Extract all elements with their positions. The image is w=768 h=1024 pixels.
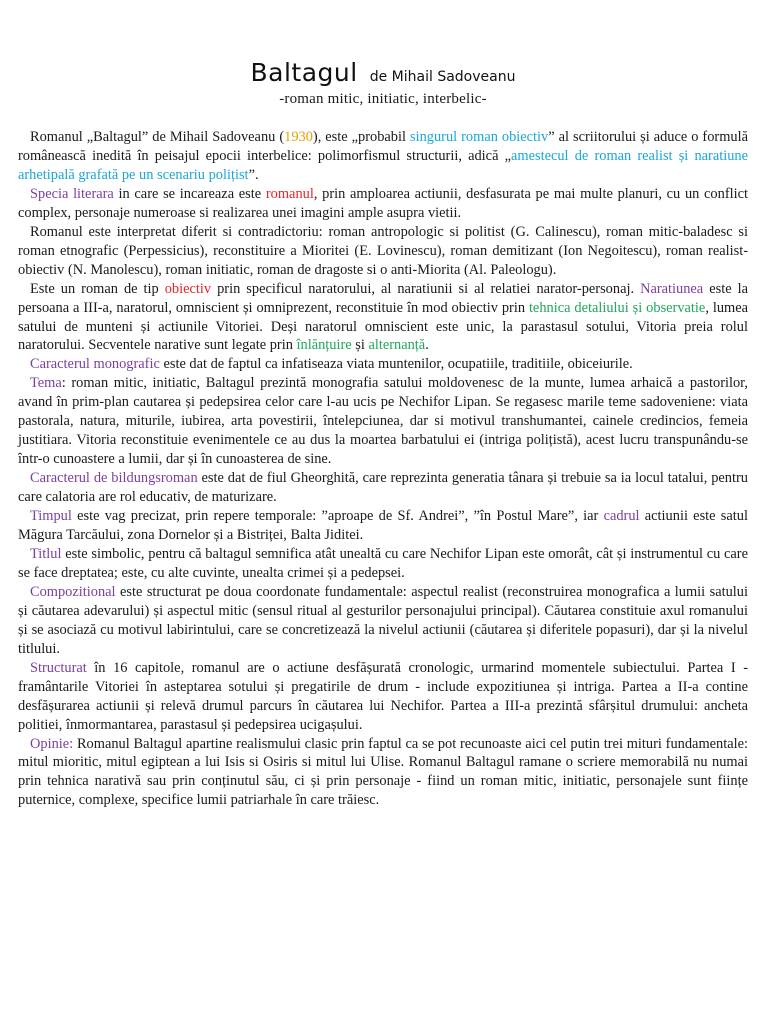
- highlighted-term: cadrul: [603, 508, 640, 525]
- text-run: Este un roman de tip: [30, 280, 165, 297]
- highlighted-term: Specia literara: [30, 185, 114, 202]
- text-run: în 16 capitole, romanul are o actiune desfășurată cronologic, urmarind momentele subiectului. Partea I - framântarile Vitoriei în asteptarea sotului și pregatirile de drum - include expozitiunea și intriga. Partea a II-a contine desfășurarea actiunii și relevă drumul parcurs în căutarea lui Nechifor. Partea a III-a prezintă sfârșitul drumului: ancheta politiei, înmormantarea, parastasul și pedepsirea ucigașului.: [18, 659, 748, 733]
- highlighted-term: Timpul: [30, 508, 72, 525]
- text-run: este structurat pe doua coordonate fundamentale: aspectul realist (reconstruirea monografica a lumii satului și căutarea adevarului) și aspectul mitic (sensul ritual al gesturilor personajului principal). Căutarea constituie axul romanului și se asociază cu motivul labirintului, care se concretizează la nivelul actiunii (căutarea și diferitele popasuri), dar și la nivelul titlului.: [18, 583, 748, 657]
- document-author: de Mihail Sadoveanu: [369, 69, 516, 85]
- highlighted-term: amestecul de roman realist și naratiune arhetipală grafată pe un scenariu polițist: [18, 147, 748, 183]
- text-run: este vag precizat, prin repere temporale: ”aproape de Sf. Andrei”, ”în Postul Mare”, iar: [71, 508, 604, 525]
- paragraph: [18, 469, 748, 507]
- text-run: : roman mitic, initiatic, Baltagul prezintă monografia satului moldovenesc de la munte, lumea arhaică a pastorilor, avand în prim-plan cautarea și pedepsirea celor care l-au ucis pe Nechifor Lipan. Se regasesc marile teme sadoveniene: viata pastorala, natura, miturile, iubirea, arta povestirii, întelepciunea, dar si motivul transhumantei, cainele credincios, femeia justitiara. Vitoria reconstituie evenimentele ce au dus la moartea barbatului ei (intriga polițistă), acest lucru transpunându-se într-o cunoastere a lumii, dar și în cunoasterea de sine.: [18, 375, 748, 468]
- highlighted-term: Opinie:: [30, 735, 74, 752]
- highlighted-term: Compozitional: [30, 583, 116, 600]
- text-run: este dat de faptul ca infatiseaza viata muntenilor, ocupatiile, traditiile, obiceiurile.: [159, 356, 633, 373]
- text-run: ), este „probabil: [312, 129, 410, 145]
- paragraph: [18, 374, 748, 469]
- paragraph: [18, 735, 748, 811]
- paragraph: [18, 583, 748, 659]
- highlighted-term: alternanță: [368, 337, 426, 354]
- highlighted-term: romanul: [265, 185, 314, 202]
- highlighted-term: Tema: [30, 375, 62, 392]
- text-run: este simbolic, pentru că baltagul semnifica atât unealtă cu care Nechifor Lipan este omorât, cât și instrumentul cu care se face dreptatea; este, cu alte cuvinte, unealta crimei și a pedepsei.: [18, 545, 748, 581]
- paragraph: [18, 507, 748, 545]
- text-run: .: [425, 337, 429, 354]
- document-subtitle: -roman mitic, initiatic, interbelic-: [279, 91, 487, 107]
- paragraph: [18, 659, 748, 735]
- highlighted-term: Caracterul de bildungsroman: [30, 470, 198, 487]
- highlighted-term: Caracterul monografic: [30, 356, 160, 373]
- paragraph: [18, 223, 748, 280]
- text-run: ” al scriitorului și aduce o formulă românească inedită în peisajul epocii interbelice: polimorfismul structurii, adică „: [18, 129, 748, 164]
- paragraph: [18, 128, 748, 185]
- paragraph: [18, 185, 748, 223]
- text-run: este la persoana a III-a, naratorul, omniscient și omniprezent, reconstituie în mod obiectiv prin: [18, 280, 748, 316]
- text-run: , lumea satului de munteni și actiunile Vitoriei. Deși naratorul omniscient este unic, la parastasul sotului, Vitoria preia rolul naratorului. Secventele narative sunt legate prin: [18, 299, 749, 354]
- highlighted-term: singurul roman obiectiv: [409, 129, 549, 145]
- title-line: [18, 58, 748, 87]
- paragraph: [18, 545, 748, 583]
- text-run: in care se incareaza este: [113, 185, 266, 202]
- paragraph: [18, 280, 748, 356]
- document-body: [18, 128, 748, 810]
- text-run: actiunii este satul Măgura Tarcăului, zona Dornelor și a Bistriței, Balta Jiditei.: [18, 508, 748, 544]
- highlighted-term: Structurat: [30, 659, 87, 676]
- text-run: Romanul „Baltagul” de Mihail Sadoveanu (: [30, 129, 285, 145]
- highlighted-term: 1930: [284, 129, 313, 145]
- document-title: Baltagul: [250, 58, 358, 87]
- highlighted-term: Titlul: [30, 545, 62, 562]
- text-run: Romanul Baltagul apartine realismului clasic prin faptul ca se pot recunoaste aici cel putin trei mituri fundamentale: mitul mioritic, mitul egiptean a lui Isis si Osiris si mitul lui Ulise. Romanul Baltagul ramane o scriere memorabilă nu numai prin tehnica narativă sau prin conținutul său, ci și prin personaje - fiind un roman mitic, initiatic, personajele sunt ființe puternice, complexe, specifice lumii patriarhale în care trăiesc.: [18, 735, 748, 809]
- highlighted-term: înlănțuire: [296, 337, 352, 354]
- highlighted-term: Naratiunea: [640, 280, 704, 297]
- text-run: Romanul este interpretat diferit si contradictoriu: roman antropologic si politist (G. Calinescu), roman mitic-baladesc si roman etnografic (Perpessicius), reconstituire a Mioritei (E. Lovinescu), roman demitizant (Ion Negoitescu), roman realist-obiectiv (N. Manolescu), roman initiatic, roman de dragoste si o anti-Miorita (Al. Paleologu).: [18, 223, 748, 278]
- text-run: prin specificul naratorului, al naratiunii si al relatiei narator-personaj.: [211, 280, 641, 297]
- highlighted-term: tehnica detaliului și observatie: [528, 299, 706, 316]
- highlighted-term: obiectiv: [164, 280, 212, 297]
- paragraph: [18, 355, 748, 374]
- document-header: [18, 0, 748, 108]
- text-run: și: [351, 337, 369, 354]
- text-run: ”.: [248, 166, 259, 183]
- text-run: este dat de fiul Gheorghită, care reprezinta generatia tânara și trebuie sa ia locul tatalui, pentru care calatoria are rol educativ, de maturizare.: [18, 470, 748, 506]
- text-run: , prin amploarea actiunii, desfasurata pe mai multe planuri, cu un conflict complex, personaje numeroase si realizarea unei imagini ample asupra vietii.: [18, 185, 749, 221]
